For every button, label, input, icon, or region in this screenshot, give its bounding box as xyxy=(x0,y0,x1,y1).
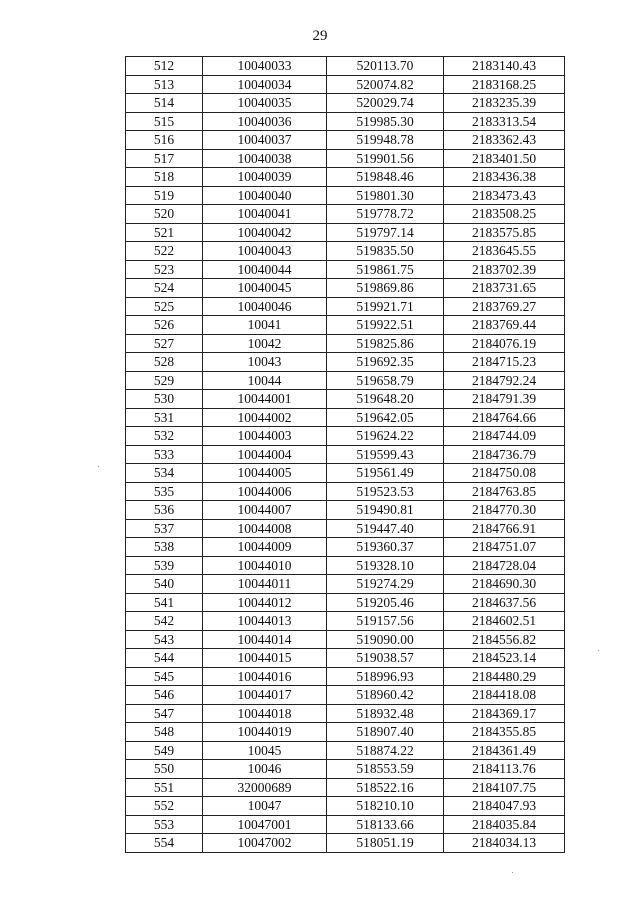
row-number-cell: 554 xyxy=(126,834,203,853)
x-coordinate-cell: 519490.81 xyxy=(327,501,444,520)
row-number-cell: 533 xyxy=(126,445,203,464)
point-id-cell: 10044005 xyxy=(203,464,327,483)
point-id-cell: 10046 xyxy=(203,760,327,779)
row-number-cell: 523 xyxy=(126,260,203,279)
table-row xyxy=(126,371,565,390)
table-row xyxy=(126,205,565,224)
row-number-cell: 545 xyxy=(126,667,203,686)
row-number-cell: 536 xyxy=(126,501,203,520)
point-id-cell: 10047002 xyxy=(203,834,327,853)
table-row xyxy=(126,297,565,316)
y-coordinate-cell: 2183731.65 xyxy=(444,279,565,298)
table-row xyxy=(126,427,565,446)
y-coordinate-cell: 2184361.49 xyxy=(444,741,565,760)
x-coordinate-cell: 519561.49 xyxy=(327,464,444,483)
row-number-cell: 524 xyxy=(126,279,203,298)
table-row xyxy=(126,704,565,723)
table-row xyxy=(126,612,565,631)
row-number-cell: 514 xyxy=(126,94,203,113)
row-number-cell: 537 xyxy=(126,519,203,538)
point-id-cell: 10044016 xyxy=(203,667,327,686)
row-number-cell: 527 xyxy=(126,334,203,353)
y-coordinate-cell: 2184728.04 xyxy=(444,556,565,575)
x-coordinate-cell: 519360.37 xyxy=(327,538,444,557)
table-row xyxy=(126,686,565,705)
y-coordinate-cell: 2184715.23 xyxy=(444,353,565,372)
x-coordinate-cell: 519205.46 xyxy=(327,593,444,612)
point-id-cell: 10040046 xyxy=(203,297,327,316)
point-id-cell: 10040035 xyxy=(203,94,327,113)
point-id-cell: 10044002 xyxy=(203,408,327,427)
point-id-cell: 10044012 xyxy=(203,593,327,612)
x-coordinate-cell: 519825.86 xyxy=(327,334,444,353)
table-row xyxy=(126,131,565,150)
y-coordinate-cell: 2184744.09 xyxy=(444,427,565,446)
row-number-cell: 547 xyxy=(126,704,203,723)
y-coordinate-cell: 2184770.30 xyxy=(444,501,565,520)
y-coordinate-cell: 2184034.13 xyxy=(444,834,565,853)
y-coordinate-cell: 2184369.17 xyxy=(444,704,565,723)
row-number-cell: 543 xyxy=(126,630,203,649)
table-row xyxy=(126,667,565,686)
y-coordinate-cell: 2184480.29 xyxy=(444,667,565,686)
point-id-cell: 10040042 xyxy=(203,223,327,242)
point-id-cell: 10041 xyxy=(203,316,327,335)
y-coordinate-cell: 2183235.39 xyxy=(444,94,565,113)
x-coordinate-cell: 519038.57 xyxy=(327,649,444,668)
x-coordinate-cell: 518932.48 xyxy=(327,704,444,723)
row-number-cell: 549 xyxy=(126,741,203,760)
table-row xyxy=(126,482,565,501)
point-id-cell: 10042 xyxy=(203,334,327,353)
point-id-cell: 10044008 xyxy=(203,519,327,538)
table-row xyxy=(126,778,565,797)
point-id-cell: 10040033 xyxy=(203,57,327,76)
row-number-cell: 532 xyxy=(126,427,203,446)
row-number-cell: 519 xyxy=(126,186,203,205)
x-coordinate-cell: 520029.74 xyxy=(327,94,444,113)
row-number-cell: 550 xyxy=(126,760,203,779)
table-row xyxy=(126,112,565,131)
x-coordinate-cell: 518522.16 xyxy=(327,778,444,797)
row-number-cell: 538 xyxy=(126,538,203,557)
table-row xyxy=(126,242,565,261)
point-id-cell: 10044004 xyxy=(203,445,327,464)
y-coordinate-cell: 2184764.66 xyxy=(444,408,565,427)
table-row xyxy=(126,94,565,113)
y-coordinate-cell: 2183362.43 xyxy=(444,131,565,150)
point-id-cell: 10044014 xyxy=(203,630,327,649)
x-coordinate-cell: 519985.30 xyxy=(327,112,444,131)
row-number-cell: 548 xyxy=(126,723,203,742)
table-row xyxy=(126,649,565,668)
y-coordinate-cell: 2184107.75 xyxy=(444,778,565,797)
y-coordinate-cell: 2183436.38 xyxy=(444,168,565,187)
point-id-cell: 10040040 xyxy=(203,186,327,205)
point-id-cell: 10044017 xyxy=(203,686,327,705)
row-number-cell: 530 xyxy=(126,390,203,409)
table-row xyxy=(126,575,565,594)
y-coordinate-cell: 2184556.82 xyxy=(444,630,565,649)
table-row xyxy=(126,556,565,575)
x-coordinate-cell: 519922.51 xyxy=(327,316,444,335)
point-id-cell: 10044015 xyxy=(203,649,327,668)
y-coordinate-cell: 2183769.44 xyxy=(444,316,565,335)
table-row xyxy=(126,630,565,649)
table-row xyxy=(126,57,565,76)
row-number-cell: 546 xyxy=(126,686,203,705)
point-id-cell: 10040038 xyxy=(203,149,327,168)
y-coordinate-cell: 2184751.07 xyxy=(444,538,565,557)
row-number-cell: 544 xyxy=(126,649,203,668)
point-id-cell: 10040034 xyxy=(203,75,327,94)
x-coordinate-cell: 519624.22 xyxy=(327,427,444,446)
row-number-cell: 540 xyxy=(126,575,203,594)
x-coordinate-cell: 519901.56 xyxy=(327,149,444,168)
table-row xyxy=(126,279,565,298)
y-coordinate-cell: 2184355.85 xyxy=(444,723,565,742)
table-row xyxy=(126,316,565,335)
y-coordinate-cell: 2183401.50 xyxy=(444,149,565,168)
coordinates-table xyxy=(125,56,565,853)
point-id-cell: 10040044 xyxy=(203,260,327,279)
table-row xyxy=(126,353,565,372)
x-coordinate-cell: 519948.78 xyxy=(327,131,444,150)
y-coordinate-cell: 2184763.85 xyxy=(444,482,565,501)
table-row xyxy=(126,538,565,557)
x-coordinate-cell: 518907.40 xyxy=(327,723,444,742)
point-id-cell: 10044013 xyxy=(203,612,327,631)
x-coordinate-cell: 519835.50 xyxy=(327,242,444,261)
row-number-cell: 525 xyxy=(126,297,203,316)
x-coordinate-cell: 520113.70 xyxy=(327,57,444,76)
y-coordinate-cell: 2184792.24 xyxy=(444,371,565,390)
point-id-cell: 10040039 xyxy=(203,168,327,187)
row-number-cell: 518 xyxy=(126,168,203,187)
point-id-cell: 10047 xyxy=(203,797,327,816)
y-coordinate-cell: 2183168.25 xyxy=(444,75,565,94)
x-coordinate-cell: 519869.86 xyxy=(327,279,444,298)
table-row xyxy=(126,445,565,464)
scan-speck xyxy=(512,872,513,873)
row-number-cell: 551 xyxy=(126,778,203,797)
row-number-cell: 534 xyxy=(126,464,203,483)
table-row xyxy=(126,464,565,483)
row-number-cell: 552 xyxy=(126,797,203,816)
y-coordinate-cell: 2184750.08 xyxy=(444,464,565,483)
x-coordinate-cell: 518210.10 xyxy=(327,797,444,816)
y-coordinate-cell: 2184418.08 xyxy=(444,686,565,705)
table-row xyxy=(126,408,565,427)
y-coordinate-cell: 2183508.25 xyxy=(444,205,565,224)
y-coordinate-cell: 2183769.27 xyxy=(444,297,565,316)
y-coordinate-cell: 2184791.39 xyxy=(444,390,565,409)
table-row xyxy=(126,723,565,742)
x-coordinate-cell: 519848.46 xyxy=(327,168,444,187)
page-number: 29 xyxy=(312,28,328,44)
row-number-cell: 531 xyxy=(126,408,203,427)
point-id-cell: 32000689 xyxy=(203,778,327,797)
table-row xyxy=(126,75,565,94)
y-coordinate-cell: 2183473.43 xyxy=(444,186,565,205)
point-id-cell: 10040041 xyxy=(203,205,327,224)
point-id-cell: 10040043 xyxy=(203,242,327,261)
table-row xyxy=(126,168,565,187)
y-coordinate-cell: 2184736.79 xyxy=(444,445,565,464)
point-id-cell: 10044003 xyxy=(203,427,327,446)
point-id-cell: 10040045 xyxy=(203,279,327,298)
table-row xyxy=(126,519,565,538)
x-coordinate-cell: 519090.00 xyxy=(327,630,444,649)
table-row xyxy=(126,149,565,168)
row-number-cell: 553 xyxy=(126,815,203,834)
x-coordinate-cell: 519274.29 xyxy=(327,575,444,594)
row-number-cell: 521 xyxy=(126,223,203,242)
row-number-cell: 516 xyxy=(126,131,203,150)
y-coordinate-cell: 2184637.56 xyxy=(444,593,565,612)
y-coordinate-cell: 2183575.85 xyxy=(444,223,565,242)
table-row xyxy=(126,760,565,779)
row-number-cell: 515 xyxy=(126,112,203,131)
row-number-cell: 529 xyxy=(126,371,203,390)
table-row xyxy=(126,741,565,760)
row-number-cell: 517 xyxy=(126,149,203,168)
x-coordinate-cell: 519447.40 xyxy=(327,519,444,538)
scan-speck xyxy=(98,466,99,467)
x-coordinate-cell: 519523.53 xyxy=(327,482,444,501)
y-coordinate-cell: 2184047.93 xyxy=(444,797,565,816)
row-number-cell: 541 xyxy=(126,593,203,612)
table-row xyxy=(126,260,565,279)
x-coordinate-cell: 519861.75 xyxy=(327,260,444,279)
row-number-cell: 512 xyxy=(126,57,203,76)
point-id-cell: 10044001 xyxy=(203,390,327,409)
x-coordinate-cell: 519801.30 xyxy=(327,186,444,205)
row-number-cell: 520 xyxy=(126,205,203,224)
point-id-cell: 10047001 xyxy=(203,815,327,834)
y-coordinate-cell: 2184766.91 xyxy=(444,519,565,538)
row-number-cell: 526 xyxy=(126,316,203,335)
point-id-cell: 10044011 xyxy=(203,575,327,594)
x-coordinate-cell: 519658.79 xyxy=(327,371,444,390)
y-coordinate-cell: 2184602.51 xyxy=(444,612,565,631)
row-number-cell: 542 xyxy=(126,612,203,631)
row-number-cell: 528 xyxy=(126,353,203,372)
point-id-cell: 10044009 xyxy=(203,538,327,557)
point-id-cell: 10044018 xyxy=(203,704,327,723)
point-id-cell: 10045 xyxy=(203,741,327,760)
table-row xyxy=(126,797,565,816)
x-coordinate-cell: 519642.05 xyxy=(327,408,444,427)
x-coordinate-cell: 520074.82 xyxy=(327,75,444,94)
point-id-cell: 10043 xyxy=(203,353,327,372)
row-number-cell: 522 xyxy=(126,242,203,261)
x-coordinate-cell: 518553.59 xyxy=(327,760,444,779)
point-id-cell: 10044019 xyxy=(203,723,327,742)
table-row xyxy=(126,390,565,409)
table-row xyxy=(126,834,565,853)
x-coordinate-cell: 518996.93 xyxy=(327,667,444,686)
row-number-cell: 539 xyxy=(126,556,203,575)
table-row xyxy=(126,186,565,205)
x-coordinate-cell: 519692.35 xyxy=(327,353,444,372)
point-id-cell: 10044006 xyxy=(203,482,327,501)
y-coordinate-cell: 2184076.19 xyxy=(444,334,565,353)
y-coordinate-cell: 2183645.55 xyxy=(444,242,565,261)
y-coordinate-cell: 2183140.43 xyxy=(444,57,565,76)
coordinates-table-body xyxy=(126,57,565,853)
x-coordinate-cell: 519328.10 xyxy=(327,556,444,575)
x-coordinate-cell: 519778.72 xyxy=(327,205,444,224)
x-coordinate-cell: 518874.22 xyxy=(327,741,444,760)
y-coordinate-cell: 2183702.39 xyxy=(444,260,565,279)
x-coordinate-cell: 518133.66 xyxy=(327,815,444,834)
point-id-cell: 10040036 xyxy=(203,112,327,131)
row-number-cell: 513 xyxy=(126,75,203,94)
x-coordinate-cell: 519921.71 xyxy=(327,297,444,316)
y-coordinate-cell: 2184113.76 xyxy=(444,760,565,779)
y-coordinate-cell: 2183313.54 xyxy=(444,112,565,131)
row-number-cell: 535 xyxy=(126,482,203,501)
x-coordinate-cell: 519599.43 xyxy=(327,445,444,464)
scan-speck xyxy=(598,650,599,651)
point-id-cell: 10040037 xyxy=(203,131,327,150)
table-row xyxy=(126,501,565,520)
table-row xyxy=(126,593,565,612)
x-coordinate-cell: 518960.42 xyxy=(327,686,444,705)
x-coordinate-cell: 518051.19 xyxy=(327,834,444,853)
y-coordinate-cell: 2184690.30 xyxy=(444,575,565,594)
point-id-cell: 10044007 xyxy=(203,501,327,520)
y-coordinate-cell: 2184523.14 xyxy=(444,649,565,668)
point-id-cell: 10044 xyxy=(203,371,327,390)
y-coordinate-cell: 2184035.84 xyxy=(444,815,565,834)
table-row xyxy=(126,815,565,834)
x-coordinate-cell: 519648.20 xyxy=(327,390,444,409)
x-coordinate-cell: 519157.56 xyxy=(327,612,444,631)
point-id-cell: 10044010 xyxy=(203,556,327,575)
table-row xyxy=(126,334,565,353)
table-row xyxy=(126,223,565,242)
x-coordinate-cell: 519797.14 xyxy=(327,223,444,242)
